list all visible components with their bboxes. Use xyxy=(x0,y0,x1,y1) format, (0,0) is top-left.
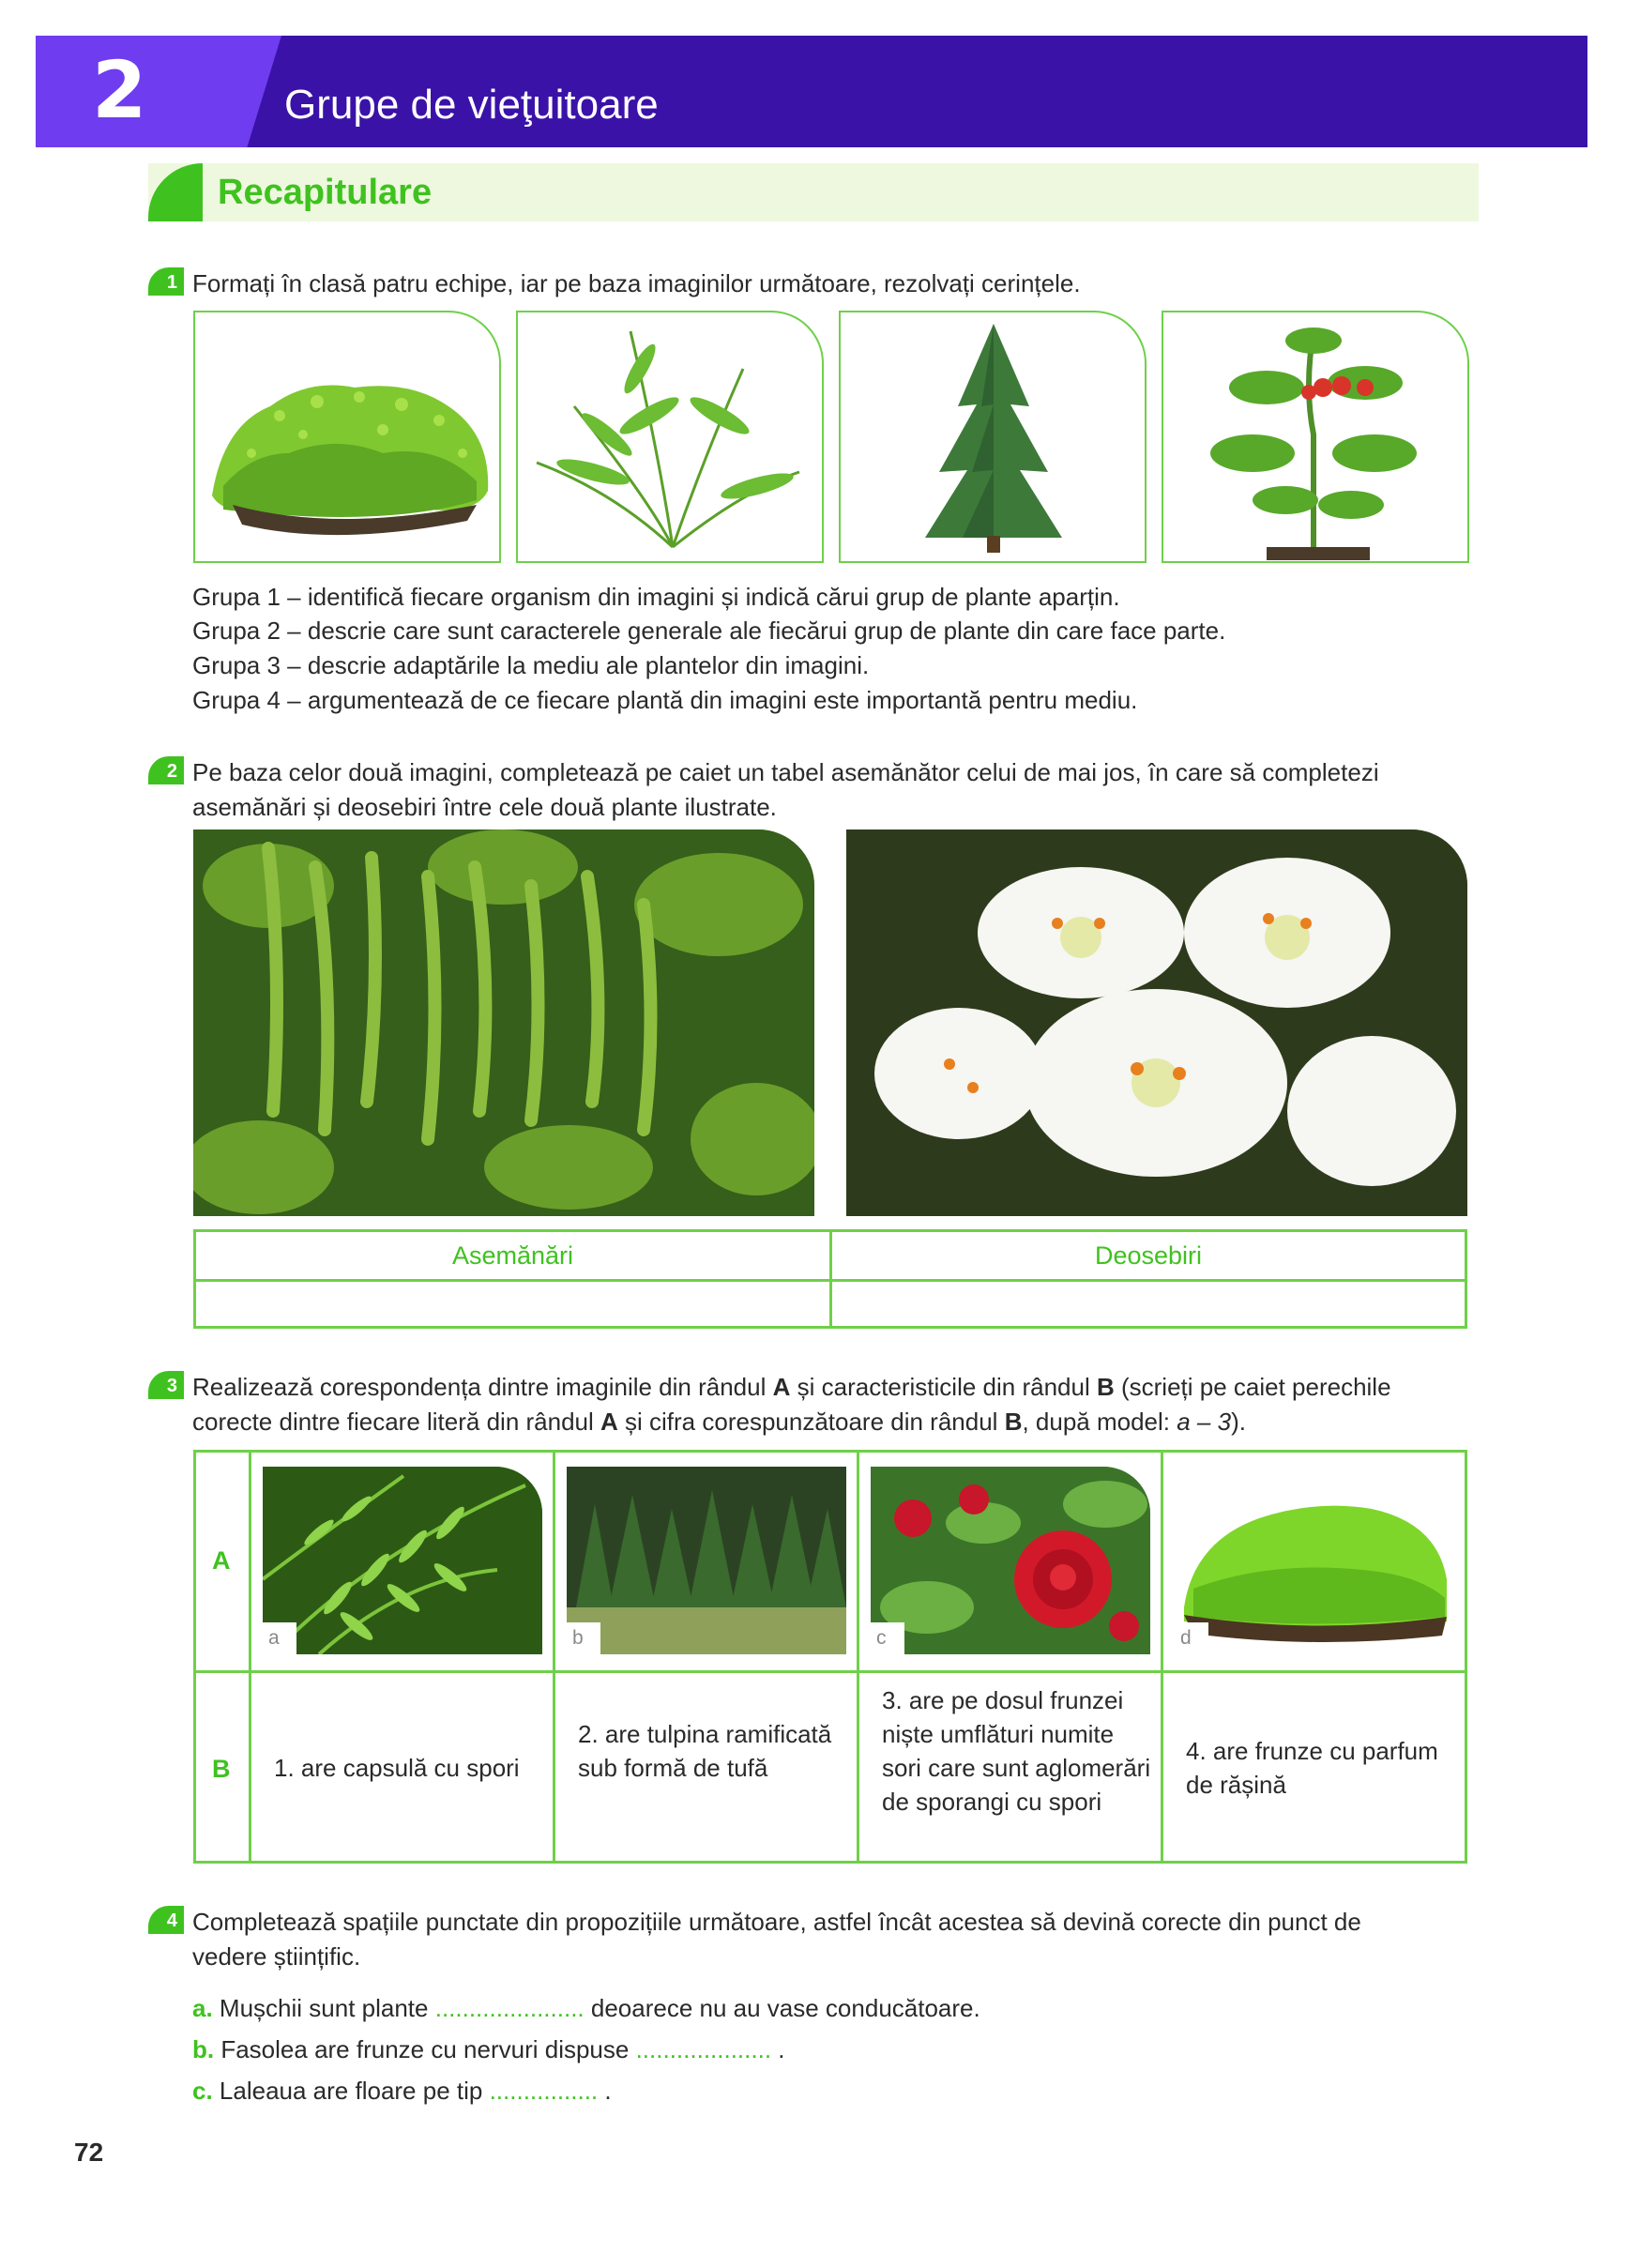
tomato-plant-illustration xyxy=(1163,312,1469,563)
group-1-task: Grupa 1 – identifică fiecare organism din imagini și indică cărui grup de plante aparțin. xyxy=(192,583,1120,611)
leaf-icon xyxy=(148,163,203,221)
exercise-number-badge: 2 xyxy=(148,756,184,784)
group-4-task: Grupa 4 – argumentează de ce fiecare plantă din imagini este importantă pentru mediu. xyxy=(192,686,1138,714)
image-letter: b xyxy=(567,1622,600,1654)
fir-tree-picture-card xyxy=(839,311,1147,563)
blank-space[interactable]: .................... xyxy=(635,2035,772,2063)
lily-flower-photo xyxy=(846,830,1467,1216)
fill-in-item-b: b. Fasolea are frunze cu nervuri dispuse .................... . xyxy=(192,2035,785,2063)
fill-in-item-c: c. Laleaua are floare pe tip ................ . xyxy=(192,2077,612,2105)
tomato-plant-picture-card xyxy=(1162,311,1469,563)
bean-plant-photo xyxy=(193,830,814,1216)
image-letter: d xyxy=(1175,1622,1208,1654)
characteristic-1: 1. are capsulă cu spori xyxy=(274,1754,520,1782)
rose-photo xyxy=(871,1467,1150,1654)
exercise-4-prompt-line-2: vedere științific. xyxy=(192,1942,361,1971)
row-a-label: A xyxy=(212,1546,231,1575)
table-border xyxy=(1465,1229,1467,1329)
exercise-3-prompt-line-2: corecte dintre fiecare literă din rândul A și cifra corespunzătoare din rândul B, după model: a – 3). xyxy=(192,1408,1246,1436)
fill-in-item-a: a. Mușchii sunt plante ...................... deoarece nu au vase conducătoare. xyxy=(192,1994,980,2022)
table-border xyxy=(553,1450,555,1864)
fern-picture-card xyxy=(516,311,824,563)
section-banner xyxy=(148,163,1479,221)
exercise-number-badge: 4 xyxy=(148,1906,184,1934)
table-border xyxy=(249,1450,251,1864)
group-2-task: Grupa 2 – descrie care sunt caracterele generale ale fiecărui grup de plante din care face parte. xyxy=(192,616,1226,645)
differences-header: Deosebiri xyxy=(1094,1241,1203,1270)
fir-tree-illustration xyxy=(841,312,1147,563)
table-border xyxy=(857,1450,859,1864)
exercise-number-badge: 3 xyxy=(148,1371,184,1399)
section-title: Recapitulare xyxy=(218,173,433,212)
chapter-number: 2 xyxy=(92,44,147,136)
row-b-label: B xyxy=(212,1755,231,1783)
characteristic-2: 2. are tulpina ramificată sub formă de tufă xyxy=(578,1720,832,1782)
conifer-forest-photo xyxy=(567,1467,846,1654)
exercise-2-prompt-line-2: asemănări și deosebiri între cele două plante ilustrate. xyxy=(192,793,777,821)
characteristic-3: 3. are pe dosul frunzei niște umflături numite sori care sunt aglomerări de sporangi cu spori xyxy=(882,1686,1151,1816)
table-border xyxy=(193,1670,1467,1673)
table-border xyxy=(193,1450,196,1864)
group-3-task: Grupa 3 – descrie adaptările la mediu ale plantelor din imagini. xyxy=(192,651,870,679)
characteristic-4: 4. are frunze cu parfum de rășină xyxy=(1186,1737,1438,1799)
page-number: 72 xyxy=(74,2138,104,2167)
exercise-2-prompt-line-1: Pe baza celor două imagini, completează pe caiet un tabel asemănător celui de mai jos, în care să completezi xyxy=(192,758,1379,786)
blank-space[interactable]: ................ xyxy=(489,2077,599,2105)
image-letter: c xyxy=(871,1622,904,1654)
table-border xyxy=(193,1861,1467,1864)
image-letter: a xyxy=(263,1622,296,1654)
chapter-number-tab xyxy=(36,36,281,147)
chapter-title: Grupe de vieţuitoare xyxy=(284,82,659,128)
exercise-1-prompt: Formați în clasă patru echipe, iar pe baza imaginilor următoare, rezolvați cerințele. xyxy=(192,269,1081,297)
exercise-3-prompt-line-1: Realizează corespondența dintre imaginile din rândul A și caracteristicile din rândul B (scrieți pe caiet perechile xyxy=(192,1373,1391,1401)
moss-clump-photo xyxy=(1175,1467,1454,1654)
fern-illustration xyxy=(518,312,824,563)
table-border xyxy=(1465,1450,1467,1864)
exercise-4-prompt-line-1: Completează spațiile punctate din propozițiile următoare, astfel încât acestea să devină corecte din punct de xyxy=(192,1908,1361,1936)
fern-leaf-photo xyxy=(263,1467,542,1654)
exercise-number-badge: 1 xyxy=(148,267,184,296)
chapter-header xyxy=(36,36,1587,147)
moss-picture-card xyxy=(193,311,501,563)
blank-space[interactable]: ...................... xyxy=(434,1994,585,2022)
table-border xyxy=(193,1450,1467,1453)
table-border xyxy=(1161,1450,1163,1864)
moss-illustration xyxy=(195,312,501,563)
similarities-header: Asemănări xyxy=(451,1241,574,1270)
